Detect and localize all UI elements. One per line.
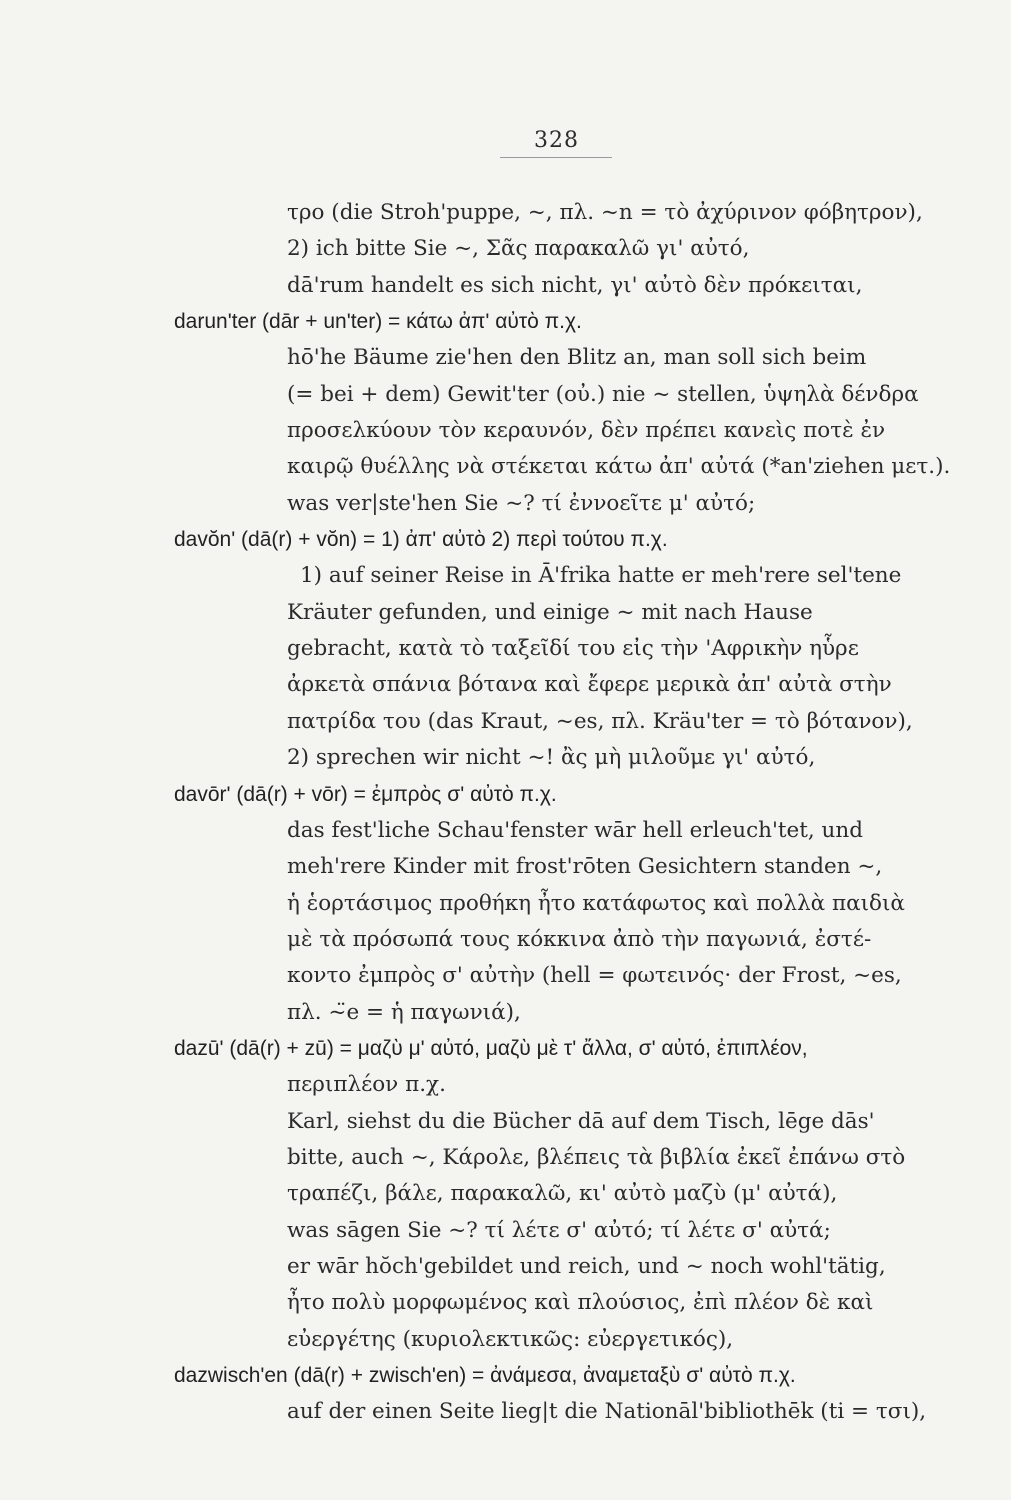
entry-text-line (0, 995, 1011, 1031)
entry-text-line (0, 340, 1011, 376)
line-text: ἦτο πολὺ μορφωμένος καὶ πλούσιος, ἐπὶ πλέον δὲ καὶ (287, 1290, 874, 1316)
line-text: Karl, siehst du die Bücher dā auf dem Tisch, lēge dās' (287, 1108, 875, 1134)
entry-headword-line (0, 522, 1011, 558)
entry-text-line (0, 486, 1011, 522)
line-text: καιρῷ θυέλλης νὰ στέκεται κάτω ἀπ' αὐτά (*an'ziehen μετ.). (287, 454, 951, 480)
line-text: er wār hŏch'gebildet und reich, und ~ noch wohl'tätig, (287, 1253, 886, 1279)
line-text: τραπέζι, βάλε, παρακαλῶ, κι' αὐτὸ μαζὺ (μ' αὐτά), (287, 1181, 838, 1207)
entry-text-line (0, 1104, 1011, 1140)
line-text: περιπλέον π.χ. (287, 1072, 446, 1098)
dictionary-entries (0, 195, 1011, 1431)
line-text: ἡ ἑορτάσιμος προθήκη ἦτο κατάφωτος καὶ πολλὰ παιδιὰ (287, 890, 905, 916)
entry-text-line (0, 1249, 1011, 1285)
line-text: davōr' (dā(r) + vōr) = ἐμπρὸς σ' αὐτὸ π.χ. (174, 782, 557, 806)
line-text: ἀρκετὰ σπάνια βότανα καὶ ἔφερε μερικὰ ἀπ' αὐτὰ στὴν (287, 672, 892, 698)
entry-text-line (0, 595, 1011, 631)
line-text: μὲ τὰ πρόσωπά τους κόκκινα ἀπὸ τὴν παγωνιά, ἐστέ- (287, 926, 872, 952)
line-text: davŏn' (dā(r) + vŏn) = 1) ἀπ' αὐτὸ 2) περὶ τούτου π.χ. (174, 528, 668, 552)
line-text: πατρίδα του (das Kraut, ~es, πλ. Kräu'ter = τὸ βότανον), (287, 708, 913, 734)
entry-text-line (0, 558, 1011, 594)
entry-text-line (0, 631, 1011, 667)
line-text: gebracht, κατὰ τὸ ταξεῖδί του εἰς τὴν 'Αφρικὴν ηὗρε (287, 636, 859, 662)
line-text: dazū' (dā(r) + zū) = μαζὺ μ' αὐτό, μαζὺ μὲ τ' ἄλλα, σ' αὐτό, ἐπιπλέον, (174, 1036, 808, 1060)
entry-text-line (0, 1067, 1011, 1103)
entry-text-line (0, 1176, 1011, 1212)
entry-text-line (0, 268, 1011, 304)
page-number: 328 (500, 128, 612, 158)
line-text: das fest'liche Schau'fenster wār hell erleuch'tet, und (287, 817, 864, 843)
entry-text-line (0, 1285, 1011, 1321)
entry-headword-line (0, 1031, 1011, 1067)
entry-text-line (0, 849, 1011, 885)
entry-text-line (0, 958, 1011, 994)
entry-text-line (0, 413, 1011, 449)
line-text: meh'rere Kinder mit frost'rōten Gesichtern standen ~, (287, 854, 883, 880)
entry-headword-line (0, 1358, 1011, 1394)
entry-headword-line (0, 777, 1011, 813)
entry-text-line (0, 1394, 1011, 1430)
entry-text-line (0, 449, 1011, 485)
line-text: bitte, auch ~, Κάρολε, βλέπεις τὰ βιβλία ἐκεῖ ἐπάνω στὸ (287, 1144, 906, 1170)
line-text: auf der einen Seite lieg|t die Nationāl'bibliothēk (ti = τσι), (287, 1399, 927, 1425)
line-text: was sāgen Sie ~? τί λέτε σ' αὐτό; τί λέτε σ' αὐτά; (287, 1217, 831, 1243)
entry-text-line (0, 886, 1011, 922)
entry-text-line (0, 740, 1011, 776)
line-text: 2) sprechen wir nicht ~! ἂς μὴ μιλοῦμε γι' αὐτό, (287, 745, 816, 771)
line-text: dā'rum handelt es sich nicht, γι' αὐτὸ δὲν πρόκειται, (287, 272, 863, 298)
line-text: (= bei + dem) Gewit'ter (οὐ.) nie ~ stellen, ὑψηλὰ δένδρα (287, 381, 919, 407)
entry-text-line (0, 813, 1011, 849)
entry-text-line (0, 922, 1011, 958)
line-text: darun'ter (dār + un'ter) = κάτω ἀπ' αὐτὸ π.χ. (174, 310, 582, 334)
entry-text-line (0, 704, 1011, 740)
entry-text-line (0, 1322, 1011, 1358)
entry-text-line (0, 1213, 1011, 1249)
line-text: πλ. ~̈e = ἡ παγωνιά), (287, 999, 521, 1025)
line-text: dazwisch'en (dā(r) + zwisch'en) = ἀνάμεσα, ἀναμεταξὺ σ' αὐτὸ π.χ. (174, 1364, 796, 1387)
line-text: προσελκύουν τὸν κεραυνόν, δὲν πρέπει κανεὶς ποτὲ ἐν (287, 418, 886, 444)
line-text: 1) auf seiner Reise in Ā'frika hatte er meh'rere sel'tene (300, 563, 902, 589)
line-text: was ver|ste'hen Sie ~? τί ἐννοεῖτε μ' αὐτό; (287, 490, 756, 516)
line-text: εὐεργέτης (κυριολεκτικῶς: εὐεργετικός), (287, 1326, 734, 1352)
entry-text-line (0, 377, 1011, 413)
line-text: Kräuter gefunden, und einige ~ mit nach Hause (287, 599, 813, 625)
entry-text-line (0, 667, 1011, 703)
entry-headword-line (0, 304, 1011, 340)
entry-text-line (0, 195, 1011, 231)
line-text: 2) ich bitte Sie ~, Σᾶς παρακαλῶ γι' αὐτό, (287, 236, 750, 262)
entry-text-line (0, 231, 1011, 267)
entry-text-line (0, 1140, 1011, 1176)
line-text: κοντο ἐμπρὸς σ' αὐτὴν (hell = φωτεινός· der Frost, ~es, (287, 963, 902, 989)
line-text: hō'he Bäume zie'hen den Blitz an, man soll sich beim (287, 345, 867, 371)
line-text: τρο (die Stroh'puppe, ~, πλ. ~n = τὸ ἀχύρινον φόβητρον), (287, 200, 923, 225)
